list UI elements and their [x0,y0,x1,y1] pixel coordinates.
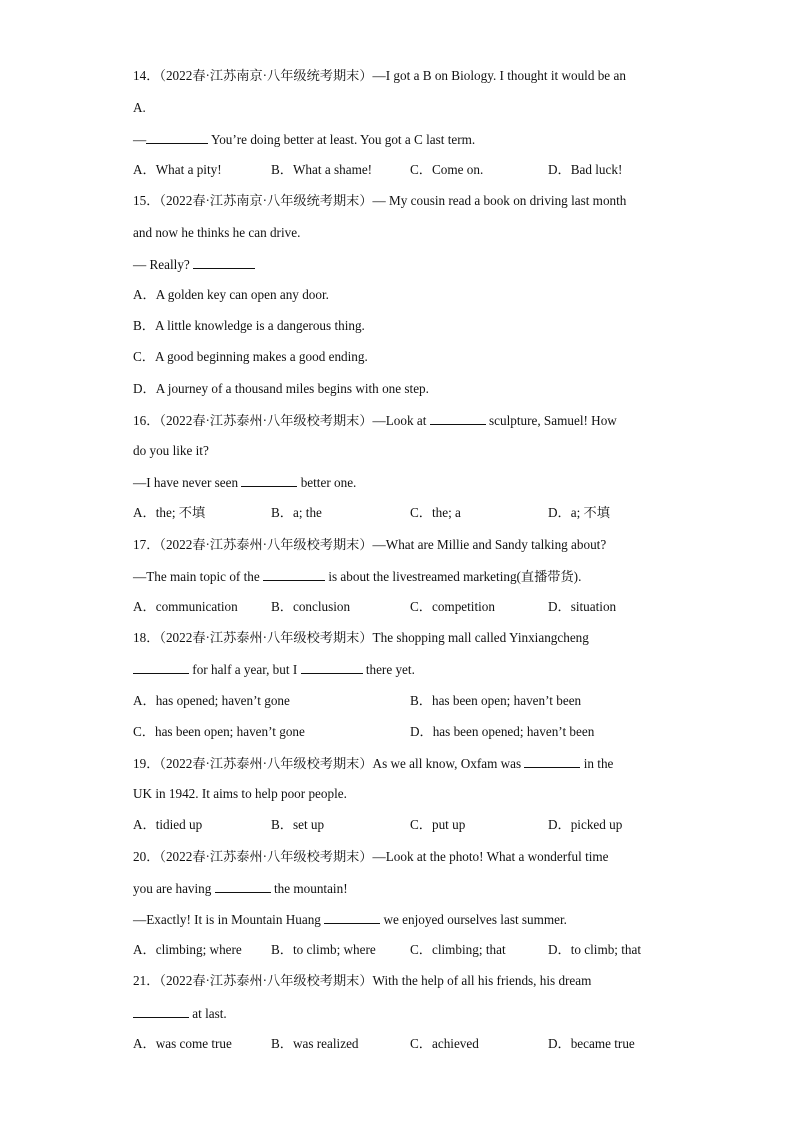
question-text: 16．（2022春·江苏泰州·八年级校考期末）—Look at [133,413,430,428]
question-21-line [133,973,591,989]
question-text: 20．（2022春·江苏泰州·八年级校考期末）—Look at the photo! What a wonderful time [133,849,609,864]
question-text: 21．（2022春·江苏泰州·八年级校考期末）With the help of all his friends, his dream [133,973,592,988]
question-text: in the [580,756,614,771]
question-text: — Really? [133,257,194,272]
question-20-line [133,849,609,865]
question-text: A. [133,100,146,115]
question-text: —I have never seen [133,475,242,490]
question-text: sculpture, Samuel! How [485,413,617,428]
question-text: you are having [133,881,215,896]
question-17-line [133,568,581,585]
question-14-line [133,68,626,84]
answer-option[interactable]: B．A little knowledge is a dangerous thing. [133,318,365,333]
answer-blank [133,1005,189,1018]
question-15-line [133,193,626,209]
answer-blank [301,661,363,674]
question-text: do you like it? [133,443,209,458]
answer-option[interactable]: A．tidied up [133,817,203,832]
question-17-line [133,537,606,553]
answer-option[interactable]: C．Come on. [410,162,484,177]
answer-option[interactable]: D．situation [548,599,617,614]
question-text: better one. [297,475,357,490]
question-text: is about the livestreamed marketing(直播带货). [325,569,582,584]
answer-option[interactable]: D．a; 不填 [548,505,610,520]
question-15-line [133,256,255,273]
question-14-line [133,131,475,148]
answer-option[interactable]: C．the; a [410,505,461,520]
question-16-line [133,443,209,459]
question-16-line [133,412,617,429]
question-text: 17．（2022春·江苏泰州·八年级校考期末）—What are Millie and Sandy talking about? [133,537,607,552]
question-15-line [133,225,300,241]
answer-option[interactable]: B．to climb; where [271,942,376,957]
question-text: at last. [189,1006,227,1021]
question-text: 19．（2022春·江苏泰州·八年级校考期末）As we all know, Oxfam was [133,756,525,771]
answer-option[interactable]: A．has opened; haven’t gone [133,693,290,708]
answer-blank [324,911,380,924]
question-text: 14．（2022春·江苏南京·八年级统考期末）—I got a B on Biology. I thought it would be an [133,68,626,83]
question-text: there yet. [362,662,415,677]
answer-option[interactable]: B．What a shame! [271,162,373,177]
answer-blank [241,474,297,487]
question-text: for half a year, but I [189,662,301,677]
question-14-line [133,100,146,116]
answer-blank [133,661,189,674]
answer-option[interactable]: B．set up [271,817,325,832]
answer-blank [215,880,271,893]
question-text: 18．（2022春·江苏泰州·八年级校考期末）The shopping mall called Yinxiangcheng [133,630,589,645]
answer-option[interactable]: C．achieved [410,1036,479,1051]
answer-option[interactable]: D．to climb; that [548,942,642,957]
answer-blank [146,131,208,144]
question-text: UK in 1942. It aims to help poor people. [133,786,347,801]
question-20-line [133,880,348,897]
question-text: 15．（2022春·江苏南京·八年级统考期末）— My cousin read a book on driving last month [133,193,627,208]
question-text: the mountain! [270,881,348,896]
answer-option[interactable]: A．communication [133,599,238,614]
answer-option[interactable]: C．A good beginning makes a good ending. [133,349,368,364]
question-text: we enjoyed ourselves last summer. [380,912,567,927]
answer-option[interactable]: C．put up [410,817,466,832]
question-19-line [133,755,613,772]
question-20-line [133,911,567,928]
answer-option[interactable]: D．picked up [548,817,623,832]
answer-option[interactable]: A．A golden key can open any door. [133,287,329,302]
answer-option[interactable]: C．competition [410,599,495,614]
question-text: —The main topic of the [133,569,264,584]
answer-option[interactable]: D．Bad luck! [548,162,623,177]
answer-blank [193,256,255,269]
answer-option[interactable]: B．a; the [271,505,322,520]
question-text: —Exactly! It is in Mountain Huang [133,912,325,927]
answer-blank [263,568,325,581]
answer-option[interactable]: C．climbing; that [410,942,506,957]
question-16-line [133,474,356,491]
answer-option[interactable]: D．A journey of a thousand miles begins with one step. [133,381,429,396]
answer-option[interactable]: A．climbing; where [133,942,242,957]
question-18-line [133,630,589,646]
question-19-line [133,786,347,802]
answer-option[interactable]: A．What a pity! [133,162,222,177]
answer-option[interactable]: A．the; 不填 [133,505,206,520]
answer-option[interactable]: B．was realized [271,1036,359,1051]
answer-option[interactable]: D．has been opened; haven’t been [410,724,595,739]
question-text: and now he thinks he can drive. [133,225,301,240]
question-text: — [133,132,147,147]
answer-blank [430,412,486,425]
answer-option[interactable]: B．has been open; haven’t been [410,693,582,708]
answer-option[interactable]: C．has been open; haven’t gone [133,724,305,739]
answer-option[interactable]: B．conclusion [271,599,351,614]
question-text: You’re doing better at least. You got a C last term. [208,132,476,147]
answer-blank [524,755,580,768]
answer-option[interactable]: D．became true [548,1036,635,1051]
question-18-line [133,661,415,678]
answer-option[interactable]: A．was come true [133,1036,232,1051]
question-21-line [133,1005,227,1022]
